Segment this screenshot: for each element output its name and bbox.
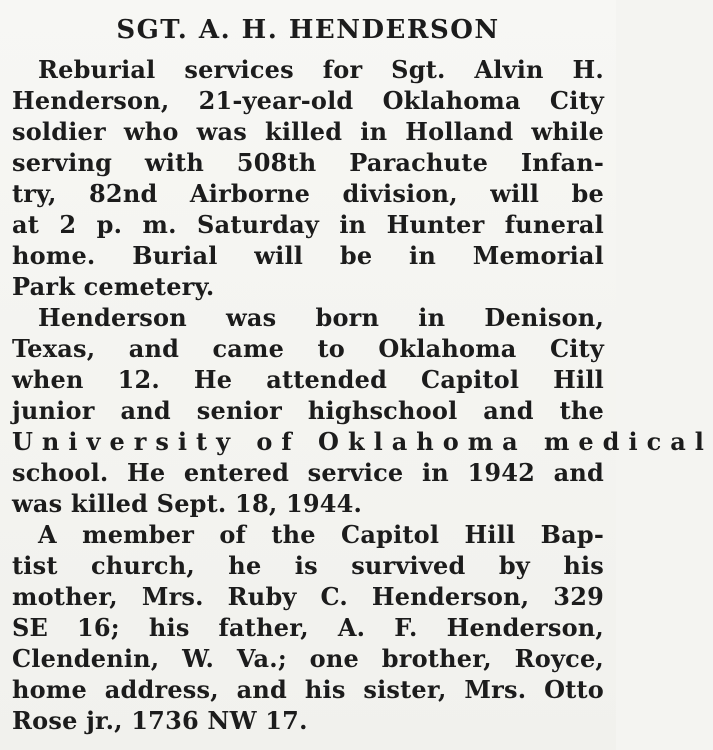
text-line: junior and senior highschool and the <box>12 396 604 425</box>
article-body <box>12 54 713 736</box>
text-line: SE 16; his father, A. F. Henderson, <box>12 613 604 642</box>
text-line: University of Oklahoma medical <box>12 427 713 456</box>
text-line: Rose jr., 1736 NW 17. <box>12 706 308 735</box>
text-line: Texas, and came to Oklahoma City <box>12 334 604 363</box>
text-line: Henderson, 21-year-old Oklahoma City <box>12 86 604 115</box>
text-line: try, 82nd Airborne division, will be <box>12 179 604 208</box>
text-line: when 12. He attended Capitol Hill <box>12 365 604 394</box>
text-line: Clendenin, W. Va.; one brother, Royce, <box>12 644 604 673</box>
text-line: A member of the Capitol Hill Bap- <box>38 520 604 549</box>
headline: SGT. A. H. HENDERSON <box>116 15 500 45</box>
text-line: home. Burial will be in Memorial <box>12 241 604 270</box>
paragraph-reburial <box>12 54 604 302</box>
text-line: home address, and his sister, Mrs. Otto <box>12 675 604 704</box>
text-line: tist church, he is survived by his <box>12 551 604 580</box>
text-line: serving with 508th Parachute Infan- <box>12 148 604 177</box>
text-line: mother, Mrs. Ruby C. Henderson, 329 <box>12 582 604 611</box>
text-line: Reburial services for Sgt. Alvin H. <box>38 55 604 84</box>
text-line: at 2 p. m. Saturday in Hunter funeral <box>12 210 604 239</box>
paragraph-biography <box>12 302 713 519</box>
paragraph-survivors <box>12 519 604 736</box>
text-line: was killed Sept. 18, 1944. <box>12 489 363 518</box>
text-line: school. He entered service in 1942 and <box>12 458 604 487</box>
text-line: Park cemetery. <box>12 272 215 301</box>
text-line: Henderson was born in Denison, <box>38 303 604 332</box>
text-line: soldier who was killed in Holland while <box>12 117 604 146</box>
